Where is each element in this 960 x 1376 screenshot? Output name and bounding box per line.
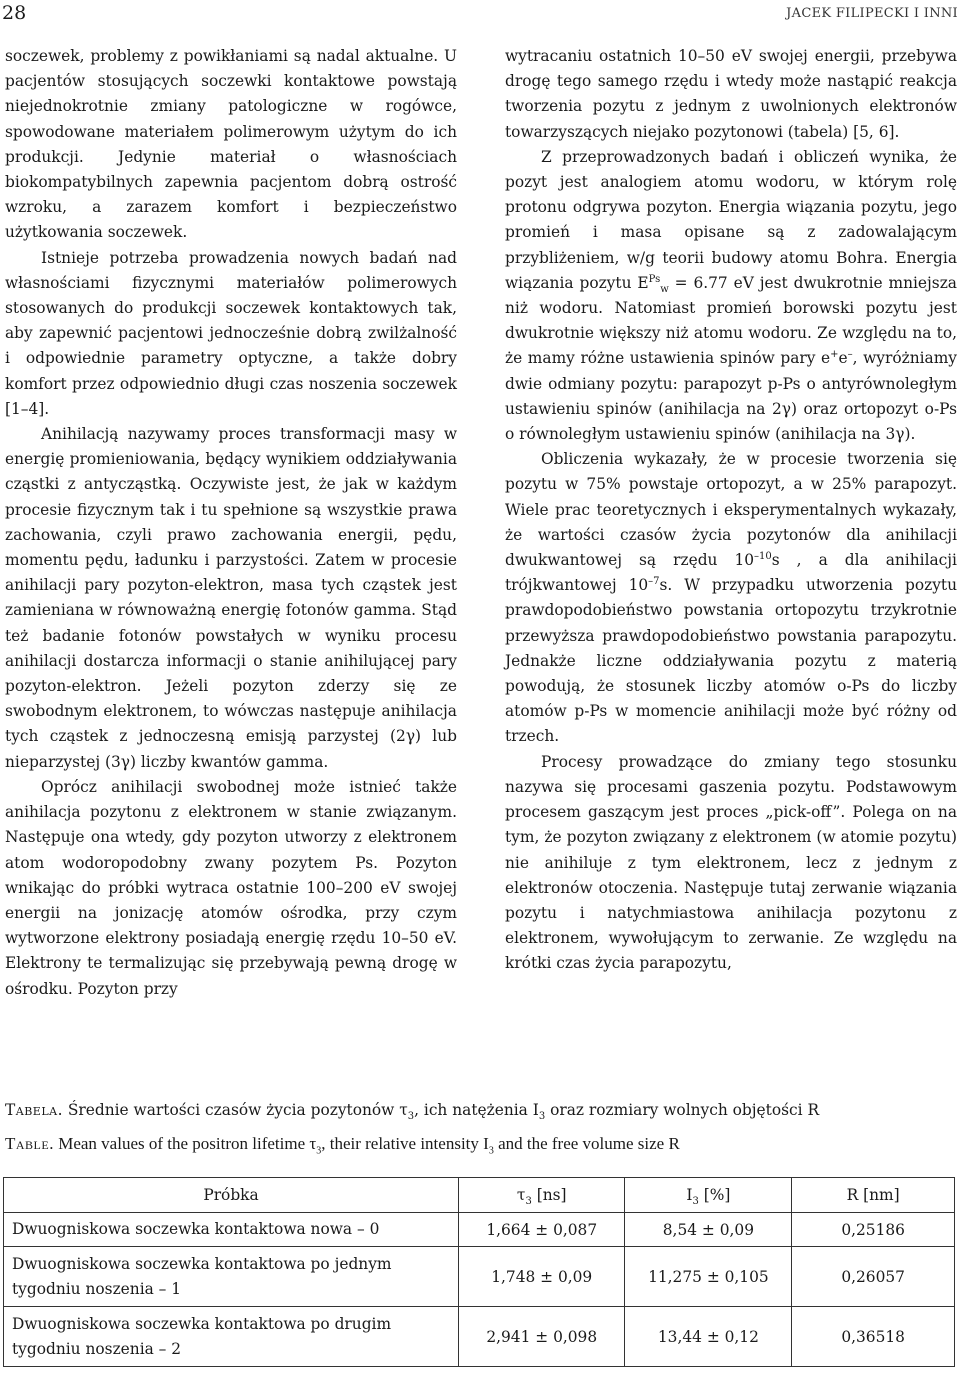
- caption-label: Table.: [5, 1134, 54, 1153]
- table-caption-en: Table. Mean values of the positron lifetime $\tau_3$, their relative intensity $I_3$ and the free volume size R: [5, 1134, 680, 1157]
- left-column: [5, 44, 457, 1002]
- header-r: R [nm]: [792, 1178, 955, 1213]
- table-row: [4, 1307, 955, 1367]
- table-row: [4, 1213, 955, 1247]
- table-header-row: [4, 1178, 955, 1213]
- table-row: [4, 1247, 955, 1307]
- cell-r: 0,25186: [792, 1213, 955, 1247]
- page-header: [0, 0, 960, 28]
- paragraph: Anihilacją nazywamy proces transformacji masy w energię promieniowania, będący wynikiem oddziaływania cząstki z antycząstką. Oczywiste jest, że jak w każdym procesie fizycznym tak i tu spełnione są wszystkie prawa zachowania, czyli prawo zachowania energii, pędu, momentu pędu, ładunku i parzystości. Zatem w procesie anihilacji pary pozyton-elektron, masa tych cząstek jest zamieniana w równoważną energię fotonów gamma. Stąd też badanie fotonów powstałych w wyniku procesu anihilacji dostarcza informacji o stanie anihilującej pary pozyton-elektron. Jeżeli pozyton zderzy się ze swobodnym elektronem, to wówczas następuje anihilacja tych cząstek z jednoczesną emisją parzystej (2γ) lub nieparzystej (3γ) liczby kwantów gamma.: [5, 425, 457, 771]
- cell-tau3: 2,941 ± 0,098: [459, 1307, 625, 1367]
- paragraph: soczewek, problemy z powikłaniami są nadal aktualne. U pacjentów stosujących soczewki kontaktowe powstają niejednokrotnie zmiany patologiczne w rogówce, spowodowane materiałem polimerowym użytym do ich produkcji. Jedynie materiał o własnościach biokompatybilnych zapewnia pacjentom dobrą ostrość wzroku, a zarazem komfort i bezpieczeństwo użytkowania soczewek.: [5, 47, 457, 242]
- paragraph: Oprócz anihilacji swobodnej może istnieć także anihilacja pozytonu z elektronem w stanie związanym. Następuje ona wtedy, gdy pozyton utworzy z elektronem atom wodoropodobny zwany pozytem Ps. Pozyton wnikając do próbki wytraca ostatnie 100–200 eV swojej energii na jonizację atomów ośrodka, przy czym wytworzone elektrony posiadają energię rzędu 10–50 eV. Elektrony te termalizując się przebywają pewną drogę w ośrodku. Pozyton przy: [5, 777, 457, 998]
- header-i3: $I_3$ [%]: [625, 1178, 792, 1213]
- paragraph: Obliczenia wykazały, że w procesie tworzenia się pozytu w 75% powstaje ortopozyt, a w 25% parapozyt. Wiele prac teoretycznych i eksperymentalnych wykazały, że wartości czasów życia pozytonów dla anihilacji dwukwantowej są rzędu $10^{-10}s$ , a dla anihilacji trójkwantowej $10^{-7}s$. W przypadku utworzenia pozytu prawdopodobieństwo powstania ortopozytu trzykrotnie przewyższa prawdopodobieństwo powstania parapozytu. Jednakże liczne oddziaływania pozytu z materią powodują, że stosunek liczby atomów o-Ps do liczby atomów p-Ps w momencie anihilacji może być różny od trzech.: [505, 450, 957, 746]
- cell-sample: Dwuogniskowa soczewka kontaktowa po drugim tygodniu noszenia – 2: [4, 1307, 459, 1367]
- header-tau3: $\tau_3$ [ns]: [459, 1178, 625, 1213]
- cell-r: 0,26057: [792, 1247, 955, 1307]
- results-table: [3, 1177, 955, 1367]
- cell-r: 0,36518: [792, 1307, 955, 1367]
- caption-label: Tabela.: [5, 1101, 63, 1119]
- exponent: –10: [754, 550, 772, 562]
- paragraph: Istnieje potrzeba prowadzenia nowych badań nad własnościami fizycznymi materiałów polimerowych stosowanych do produkcji soczewek kontaktowych tak, aby zapewnić pacjentowi jednocześnie dobrą zwilżalność i odpowiednie parametry optyczne, a także dobry komfort przez odpowiednio długi czas noszenia soczewek [1–4].: [5, 248, 457, 418]
- cell-i3: 13,44 ± 0,12: [625, 1307, 792, 1367]
- right-column: [505, 44, 957, 977]
- cell-tau3: 1,664 ± 0,087: [459, 1213, 625, 1247]
- cell-tau3: 1,748 ± 0,09: [459, 1247, 625, 1307]
- cell-sample: Dwuogniskowa soczewka kontaktowa nowa – 0: [4, 1213, 459, 1247]
- cell-i3: 8,54 ± 0,09: [625, 1213, 792, 1247]
- table-caption-pl: Tabela. Średnie wartości czasów życia pozytonów $\tau_3$, ich natężenia $I_3$ oraz rozmiary wolnych objętości R: [5, 1101, 820, 1123]
- cell-sample: Dwuogniskowa soczewka kontaktowa po jednym tygodniu noszenia – 1: [4, 1247, 459, 1307]
- cell-i3: 11,275 ± 0,105: [625, 1247, 792, 1307]
- paragraph: Procesy prowadzące do zmiany tego stosunku nazywa się procesami gaszenia pozytu. Podstawowym procesem gaszącym jest proces „pick-off”. Polega on na tym, że pozyton związany z elektronem (w atomie pozytu) nie anihiluje z tym elektronem, lecz z jednym z elektronów otoczenia. Następuje tutaj zerwanie wiązania pozytu i natychmiastowa anihilacja pozytonu z elektronem, wywołującym to zerwanie. Ze względu na krótki czas życia parapozytu,: [505, 752, 957, 973]
- paragraph: Z przeprowadzonych badań i obliczeń wynika, że pozyt jest analogiem atomu wodoru, w którym rolę protonu odgrywa pozyton. Energia wiązania pozytu, jego promień i masa opisane są z zadowalającym przybliżeniem, w/g teorii budowy atomu Bohra. Energia wiązania pozytu $E^{Ps}_w = 6.77$ eV jest dwukrotnie mniejsza niż wodoru. Natomiast promień borowski pozytu jest dwukrotnie większy niż atomu wodoru. Ze względu na to, że mamy różne ustawienia spinów pary e+e–, wyróżniamy dwie odmiany pozytu: parapozyt p-Ps o antyrównoległym ustawieniu spinów (anihilacja na 2γ) oraz ortopozyt o-Ps o równoległym ustawieniu spinów (anihilacja na 3γ).: [505, 147, 957, 444]
- subscript: w: [660, 283, 669, 295]
- paragraph: wytracaniu ostatnich 10–50 eV swojej energii, przebywa drogę tego samego rzędu i wtedy może nastąpić reakcja tworzenia pozytu z jednym z uwolnionych elektronów towarzyszących niejako pozytonowi (tabela) [5, 6].: [505, 47, 957, 141]
- exponent: –7: [648, 576, 660, 588]
- page-number: 28: [2, 2, 27, 24]
- header-sample: Próbka: [4, 1178, 459, 1213]
- superscript: Ps: [648, 273, 661, 285]
- running-head: JACEK FILIPECKI I INNI: [786, 6, 958, 21]
